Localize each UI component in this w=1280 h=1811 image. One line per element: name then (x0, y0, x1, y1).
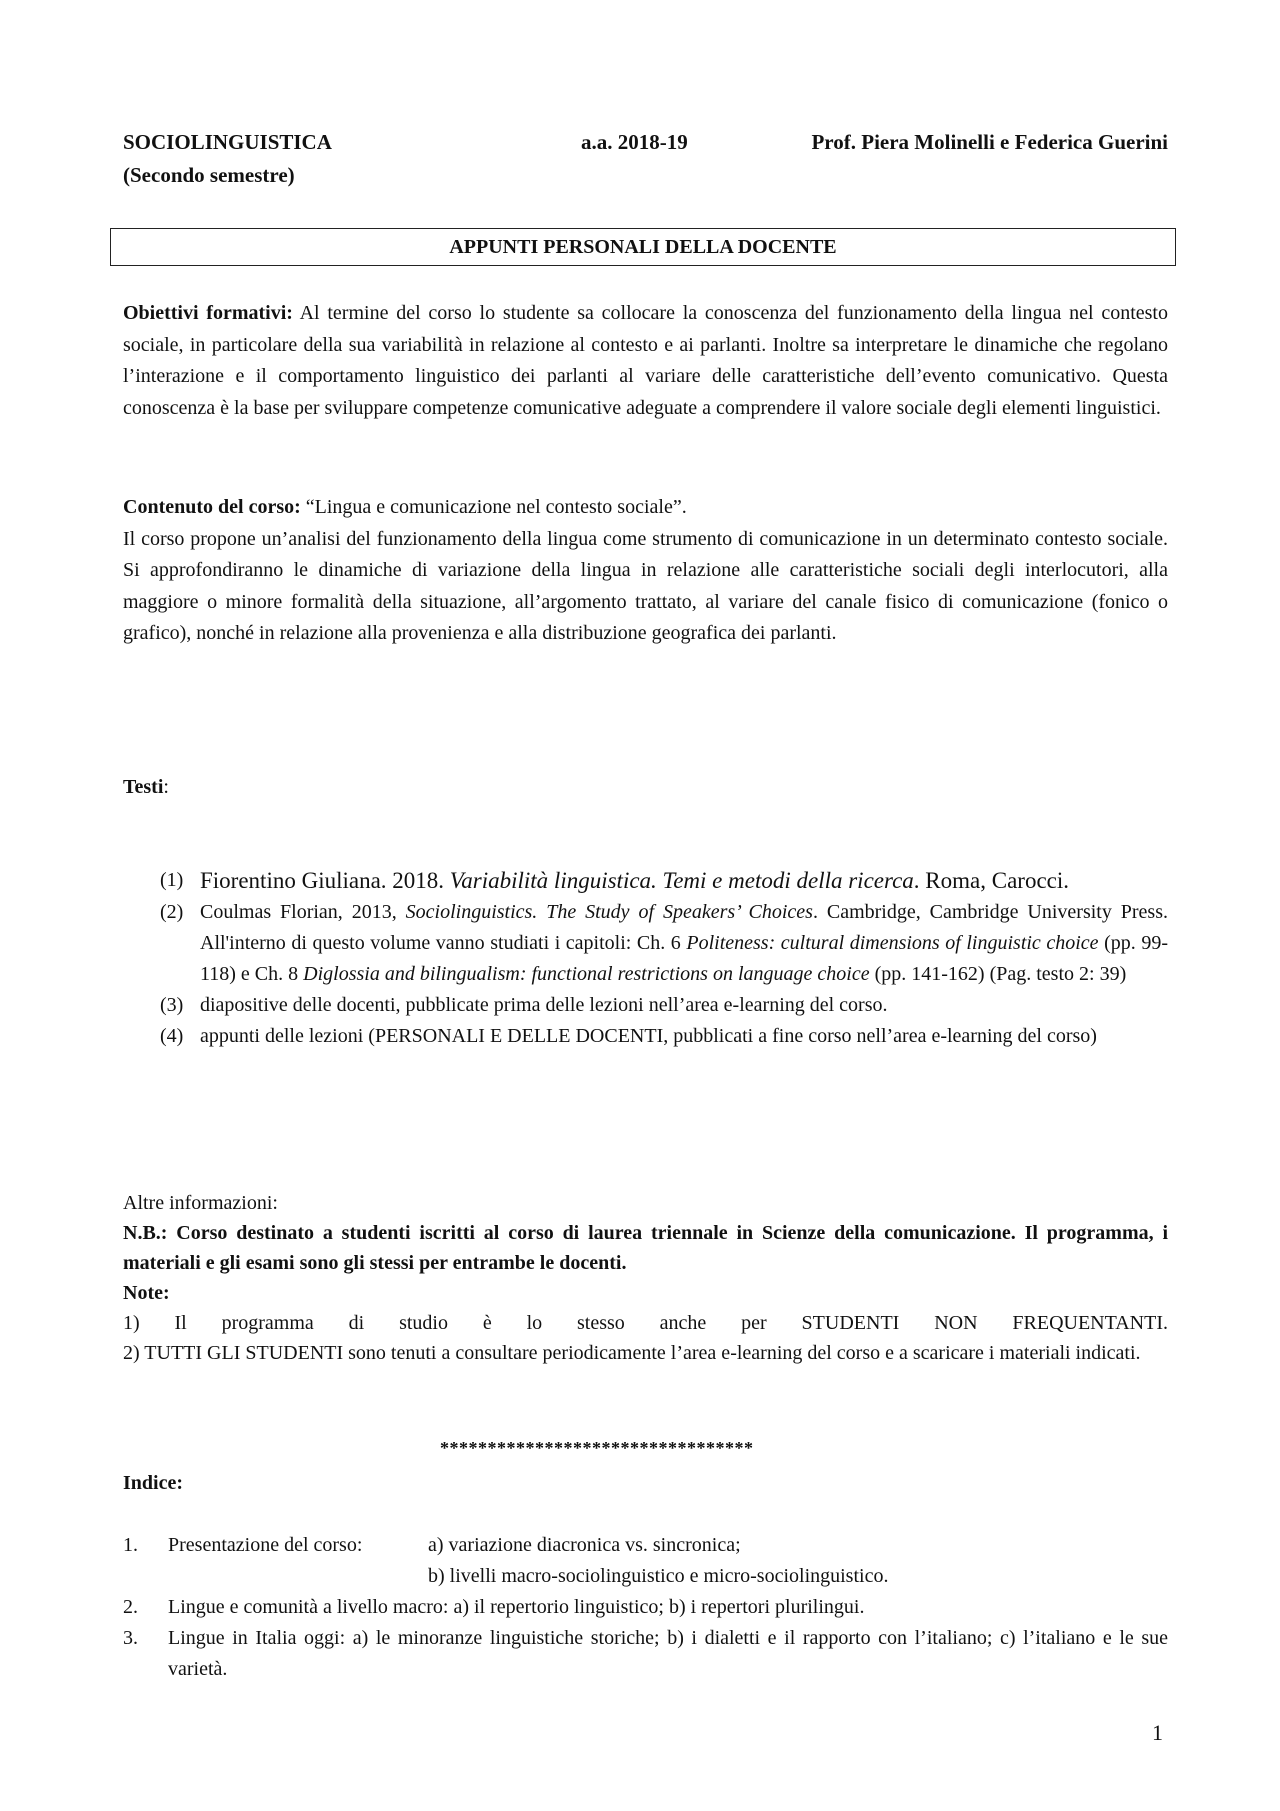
index-list (123, 1530, 1168, 1685)
note-2: 2) TUTTI GLI STUDENTI sono tenuti a consultare periodicamente l’area e-learning del corso e a scaricare i materiali indicati. (123, 1342, 1141, 1364)
texts-label: Testi (123, 776, 164, 798)
objectives-paragraph (123, 298, 1168, 424)
reference-text: . Cambridge, Cambridge University Press. All'interno di questo volume vanno studiati i capitoli: Ch. 6 (200, 901, 1168, 954)
reference-text: (pp. 99-118) e Ch. 8 (200, 932, 1169, 985)
reference-text: Fiorentino Giuliana. 2018. (200, 868, 450, 893)
index-item (123, 1623, 1168, 1685)
index-item (123, 1530, 1168, 1592)
texts-colon: : (163, 776, 169, 798)
chapter-title: Politeness: cultural dimensions of linguistic choice (686, 932, 1099, 954)
separator: ********************************* (440, 1438, 754, 1458)
reference-text: Coulmas Florian, 2013, (200, 901, 406, 923)
course-name: SOCIOLINGUISTICA (123, 130, 332, 154)
reference-text: appunti delle lezioni (PERSONALI E DELLE DOCENTI, pubblicati a fine corso nell’area e-learning del corso) (200, 1025, 1097, 1047)
index-subitem: b) livelli macro-sociolinguistico e micro-sociolinguistico. (428, 1565, 889, 1587)
reference-number: (2) (160, 901, 184, 923)
content-title: “Lingua e comunicazione nel contesto sociale”. (300, 496, 687, 518)
index-text: Lingue in Italia oggi: a) le minoranze linguistiche storiche; b) i dialetti e il rapporto con l’italiano; c) l’italiano e le sue varietà. (168, 1627, 1168, 1680)
objectives-label: Obiettivi formativi: (123, 302, 293, 324)
academic-year: a.a. 2018-19 (581, 130, 688, 154)
semester: (Secondo semestre) (123, 163, 295, 187)
index-item (123, 1592, 1168, 1623)
index-text: Lingue e comunità a livello macro: a) il repertorio linguistico; b) i repertori plurilingui. (168, 1596, 865, 1618)
reference-number: (1) (160, 869, 184, 891)
reference-text: diapositive delle docenti, pubblicate prima delle lezioni nell’area e-learning del corso. (200, 994, 888, 1016)
references-list (160, 864, 1168, 1052)
nb-note: N.B.: Corso destinato a studenti iscritti al corso di laurea triennale in Scienze della comunicazione. Il programma, i materiali e gli esami sono gli stessi per entrambe le docenti. (123, 1222, 1168, 1274)
professors: Prof. Piera Molinelli e Federica Guerini (811, 130, 1168, 154)
texts-heading (123, 776, 169, 799)
reference-number: (3) (160, 994, 184, 1016)
reference-item (160, 864, 1168, 897)
chapter-title: Diglossia and bilingualism: functional restrictions on language choice (303, 963, 870, 985)
note-1: 1) Il programma di studio è lo stesso anche per STUDENTI NON FREQUENTANTI. (123, 1312, 1168, 1334)
reference-text: (pp. 141-162) (Pag. testo 2: 39) (869, 963, 1127, 985)
reference-text: . Roma, Carocci. (913, 868, 1070, 893)
other-info (123, 1188, 1168, 1368)
content-label: Contenuto del corso: (123, 496, 301, 518)
page-number: 1 (1152, 1720, 1163, 1745)
index-number: 2. (123, 1596, 138, 1618)
index-number: 1. (123, 1534, 138, 1556)
reference-item (160, 990, 1168, 1021)
content-text: Il corso propone un’analisi del funzionamento della lingua come strumento di comunicazione in un determinato contesto sociale. Si approfondiranno le dinamiche di variazione della lingua in relazione alle caratteristiche sociali degli interlocutori, alla maggiore o minore formalità della situazione, all’argomento trattato, al variare del canale fisico di comunicazione (fonico o grafico), nonché in relazione alla provenienza e alla distribuzione geografica dei parlanti. (123, 527, 1168, 644)
boxed-title: APPUNTI PERSONALI DELLA DOCENTE (110, 228, 1176, 266)
reference-item (160, 897, 1168, 990)
other-info-label: Altre informazioni: (123, 1192, 278, 1214)
reference-number: (4) (160, 1025, 184, 1047)
index-subitem: a) variazione diacronica vs. sincronica; (428, 1534, 741, 1556)
reference-item (160, 1021, 1168, 1052)
content-paragraph (123, 492, 1168, 650)
reference-title: Variabilità linguistica. Temi e metodi della ricerca (449, 868, 914, 893)
index-text: Presentazione del corso: (168, 1534, 363, 1556)
notes-label: Note: (123, 1282, 170, 1304)
index-label: Indice: (123, 1472, 183, 1494)
reference-title: Sociolinguistics. The Study of Speakers’ Choices (405, 901, 813, 923)
objectives-text: Al termine del corso lo studente sa collocare la conoscenza del funzionamento della lingua nel contesto sociale, in particolare della sua variabilità in relazione al contesto e ai parlanti. Inoltre sa interpretare le dinamiche che regolano l’interazione e il comportamento linguistico dei parlanti al variare delle caratteristiche dell’evento comunicativo. Questa conoscenza è la base per sviluppare competenze comunicative adeguate a comprendere il valore sociale degli elementi linguistici. (123, 302, 1168, 419)
index-number: 3. (123, 1627, 138, 1649)
